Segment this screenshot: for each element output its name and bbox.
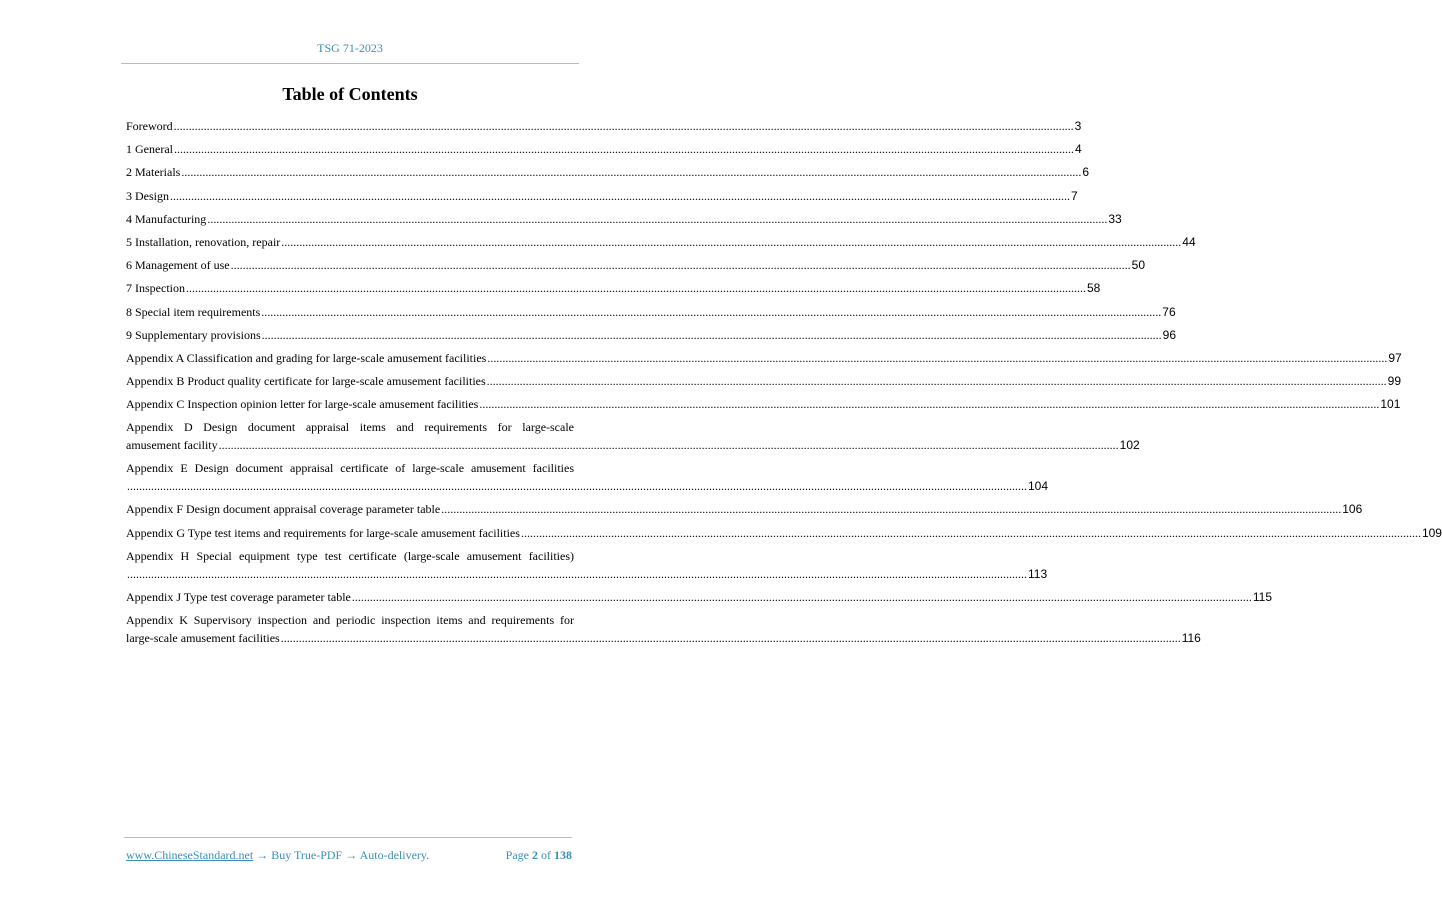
header-standard-code: TSG 71-2023 [317, 41, 383, 55]
table-of-contents [126, 117, 1442, 652]
of-label: of [541, 848, 551, 862]
toc-entry-title-cont: amusement facility [126, 438, 218, 453]
dot-leader: ............................................................................................................................................................................................................................................................................................................ [281, 234, 1182, 249]
header-divider [121, 63, 579, 64]
dot-leader: ............................................................................................................................................................................................................................................................................................................ [261, 304, 1162, 319]
page-number: 2 [532, 848, 538, 862]
toc-entry-title: 7 Inspection [126, 281, 185, 296]
toc-entry-title: 8 Special item requirements [126, 304, 261, 319]
website-link[interactable]: www.ChineseStandard.net [126, 848, 254, 862]
toc-entry-page: 4 [1074, 142, 1082, 157]
toc-entry-title: Appendix D Design document appraisal items and requirements for large-scale [126, 420, 574, 435]
page-label: Page [505, 848, 529, 862]
toc-entry-5[interactable] [126, 233, 1196, 256]
toc-entry-appendix-h[interactable] [126, 547, 1048, 583]
toc-entry-page: 44 [1182, 234, 1196, 249]
toc-entry-appendix-k[interactable] [126, 611, 1201, 647]
toc-entry-page: 58 [1087, 281, 1101, 296]
footer-divider [124, 837, 572, 838]
toc-entry-title: Appendix B Product quality certificate for large-scale amusement facilities [126, 374, 486, 389]
toc-entry-6[interactable] [126, 256, 1145, 279]
page-indicator [506, 848, 572, 863]
toc-entry-title: Appendix H Special equipment type test certificate (large-scale amusement facilities) [126, 548, 574, 563]
toc-entry-title: 4 Manufacturing [126, 211, 207, 226]
dot-leader: ............................................................................................................................................................................................................................................................................................................ [487, 350, 1388, 365]
page-title: Table of Contents [282, 84, 418, 104]
auto-delivery-text: Auto-delivery. [359, 848, 430, 862]
toc-entry-appendix-d[interactable] [126, 418, 1140, 454]
toc-entry-title: 6 Management of use [126, 258, 230, 273]
arrow-icon: → [256, 848, 269, 862]
dot-leader: ............................................................................................................................................................................................................................................................................................................ [479, 397, 1380, 412]
toc-entry-title-cont: large-scale amusement facilities [126, 631, 280, 645]
toc-entry-12[interactable] [126, 395, 1401, 418]
toc-entry-9[interactable] [126, 326, 1177, 349]
toc-entry-title: 5 Installation, renovation, repair [126, 234, 281, 249]
buy-pdf-link[interactable]: Buy True-PDF [271, 848, 343, 862]
toc-entry-10[interactable] [126, 349, 1402, 372]
dot-leader: ............................................................................................................................................................................................................................................................................................................ [207, 211, 1108, 226]
dot-leader: ............................................................................................................................................................................................................................................................................................................ [173, 142, 1074, 157]
dot-leader: ............................................................................................................................................................................................................................................................................................................ [186, 281, 1086, 296]
toc-entry-title: Foreword [126, 119, 173, 133]
toc-entry-page: 50 [1131, 258, 1145, 273]
toc-entry-title: 2 Materials [126, 165, 181, 180]
dot-leader: ............................................................................................................................................................................................................................................................................................................ [218, 438, 1119, 453]
toc-entry-page: 104 [1028, 479, 1049, 494]
toc-entry-title: Appendix K Supervisory inspection and periodic inspection items and requirements for [126, 613, 574, 627]
toc-entry-appendix-j[interactable] [126, 588, 1272, 611]
toc-entry-title: 3 Design [126, 188, 169, 203]
toc-entry-page: 97 [1388, 350, 1402, 365]
toc-entry-2[interactable] [126, 163, 1090, 186]
toc-entry-page: 7 [1071, 188, 1078, 203]
dot-leader: ............................................................................................................................................................................................................................................................................................................ [173, 119, 1074, 133]
toc-entry-title: Appendix G Type test items and requirements for large-scale amusement facilities [126, 525, 520, 540]
toc-entry-page: 101 [1380, 397, 1401, 412]
toc-entry-page: 102 [1119, 438, 1140, 453]
toc-entry-page: 115 [1252, 589, 1272, 604]
toc-entry-title: 1 General [126, 142, 173, 157]
toc-entry-1[interactable] [126, 140, 1082, 163]
dot-leader: ............................................................................................................................................................................................................................................................................................................ [351, 589, 1252, 604]
toc-entry-11[interactable] [126, 372, 1402, 395]
dot-leader: ............................................................................................................................................................................................................................................................................................................ [127, 566, 1027, 581]
toc-entry-4[interactable] [126, 210, 1122, 233]
dot-leader: ............................................................................................................................................................................................................................................................................................................ [486, 374, 1387, 389]
toc-entry-3[interactable] [126, 187, 1078, 210]
arrow-icon: → [345, 848, 358, 862]
toc-entry-title: 9 Supplementary provisions [126, 327, 261, 342]
toc-entry-title: Appendix A Classification and grading for large-scale amusement facilities [126, 350, 487, 365]
page-total: 138 [554, 848, 572, 862]
toc-entry-page: 99 [1387, 374, 1402, 389]
toc-entry-page: 33 [1108, 211, 1122, 226]
dot-leader: ............................................................................................................................................................................................................................................................................................................ [127, 479, 1027, 494]
toc-entry-page: 113 [1028, 566, 1048, 581]
toc-entry-page: 96 [1162, 327, 1177, 342]
dot-leader: ............................................................................................................................................................................................................................................................................................................ [520, 525, 1421, 540]
toc-entry-page: 116 [1181, 631, 1201, 645]
toc-entry-page: 109 [1421, 525, 1442, 540]
dot-leader: ............................................................................................................................................................................................................................................................................................................ [230, 258, 1131, 273]
dot-leader: ............................................................................................................................................................................................................................................................................................................ [170, 188, 1070, 203]
toc-entry-title: Appendix F Design document appraisal coverage parameter table [126, 502, 441, 517]
toc-entry-8[interactable] [126, 303, 1176, 326]
dot-leader: ............................................................................................................................................................................................................................................................................................................ [261, 327, 1162, 342]
toc-entry-title: Appendix C Inspection opinion letter for large-scale amusement facilities [126, 397, 479, 412]
toc-entry-page: 6 [1082, 165, 1090, 180]
dot-leader: ............................................................................................................................................................................................................................................................................................................ [441, 502, 1342, 517]
toc-entry-7[interactable] [126, 279, 1101, 302]
toc-entry-appendix-e[interactable] [126, 459, 1049, 495]
toc-entry-appendix-1[interactable] [126, 524, 1442, 547]
toc-entry-title: Appendix J Type test coverage parameter table [126, 589, 351, 604]
dot-leader: ............................................................................................................................................................................................................................................................................................................ [280, 631, 1181, 645]
toc-entry-title: Appendix E Design document appraisal certificate of large-scale amusement facilities [126, 461, 574, 476]
toc-entry-0[interactable] [126, 117, 1082, 140]
toc-entry-page: 106 [1342, 502, 1363, 517]
toc-entry-page: 76 [1162, 304, 1176, 319]
dot-leader: ............................................................................................................................................................................................................................................................................................................ [181, 165, 1082, 180]
toc-entry-appendix-0[interactable] [126, 500, 1363, 523]
toc-entry-page: 3 [1074, 119, 1082, 133]
